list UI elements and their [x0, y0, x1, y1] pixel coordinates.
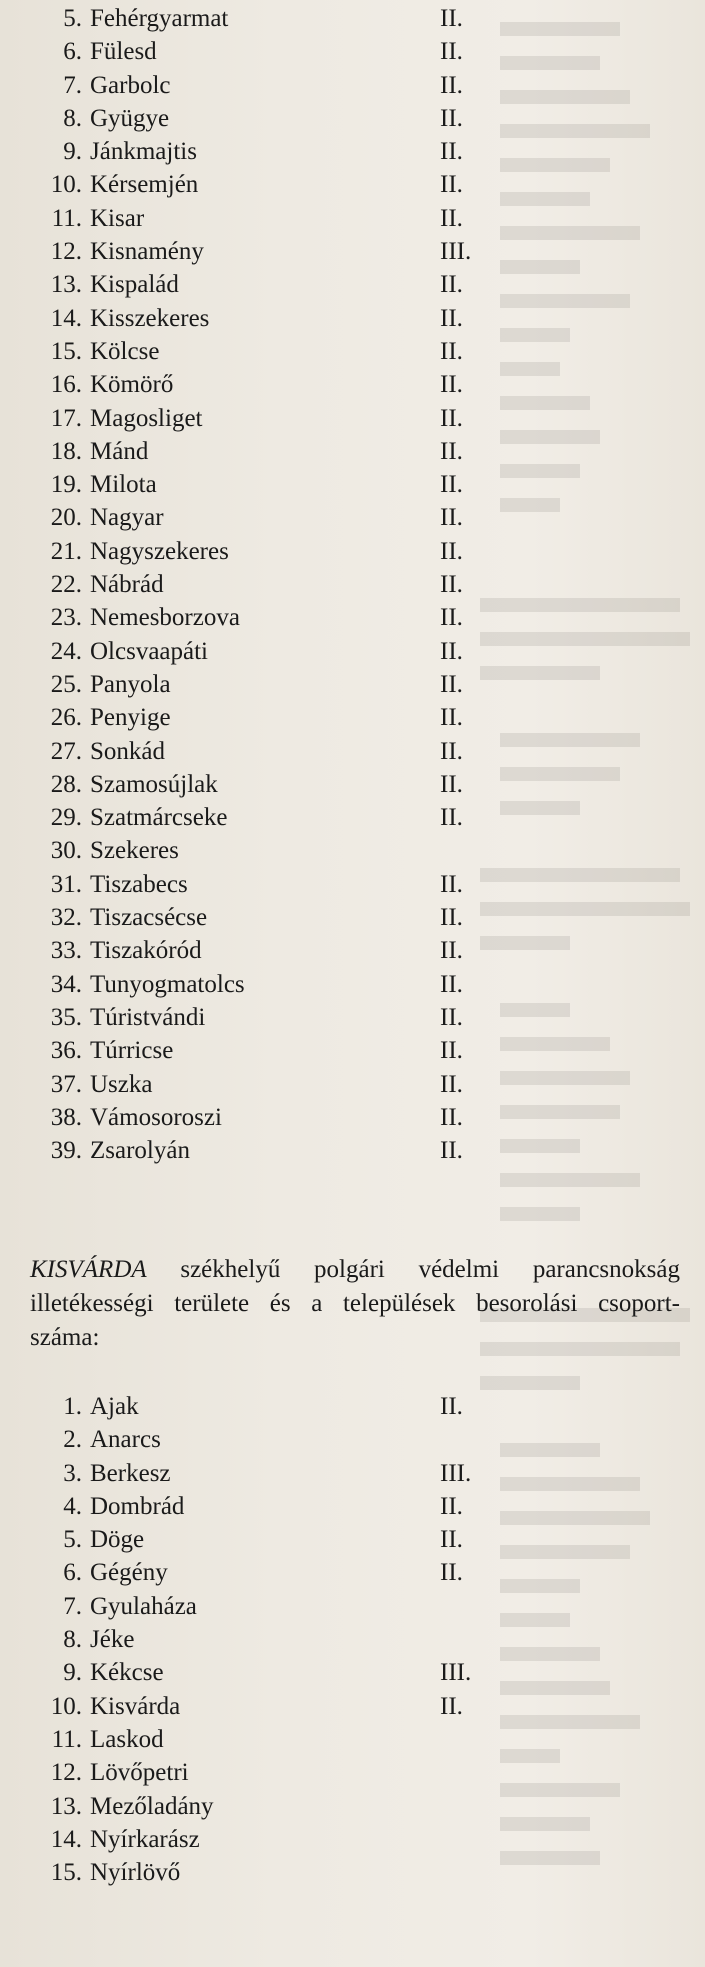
settlement-name: Zsarolyán: [90, 1137, 190, 1165]
group-number: II.: [440, 171, 463, 199]
item-number: 29.: [50, 804, 82, 832]
item-number: 7.: [63, 71, 82, 99]
group-number: II.: [440, 404, 463, 432]
item-number: 1.: [63, 1393, 82, 1420]
item-number: 31.: [50, 870, 82, 898]
group-number: II.: [440, 604, 463, 632]
item-number: 15.: [50, 1859, 82, 1887]
settlement-name: Mezőladány: [90, 1792, 214, 1820]
section-paragraph: [30, 1253, 680, 1355]
group-number: III.: [440, 238, 472, 266]
settlement-name: Kisvárda: [90, 1692, 181, 1720]
group-number: II.: [440, 471, 463, 499]
group-number: II.: [440, 138, 463, 166]
group-number: II.: [440, 537, 463, 565]
settlement-name: Túristvándi: [90, 1003, 206, 1031]
settlement-name: Nyírkarász: [90, 1825, 200, 1853]
settlement-name: Laskod: [90, 1725, 164, 1753]
item-number: 17.: [50, 404, 82, 432]
item-number: 13.: [50, 1792, 82, 1820]
item-number: 28.: [50, 770, 82, 798]
settlement-name: Kispalád: [90, 271, 179, 299]
group-number: II.: [440, 704, 463, 732]
settlement-name: Garbolc: [90, 71, 171, 99]
group-number: II.: [440, 5, 463, 32]
settlement-name: Fülesd: [90, 38, 157, 66]
item-number: 6.: [63, 38, 82, 66]
item-number: 7.: [63, 1592, 82, 1620]
item-number: 5.: [63, 5, 82, 32]
item-number: 36.: [50, 1037, 82, 1065]
group-number: II.: [440, 870, 463, 898]
group-number: II.: [440, 104, 463, 132]
group-number: II.: [440, 1037, 463, 1065]
item-number: 4.: [63, 1492, 82, 1520]
settlement-name: Tiszakóród: [90, 937, 202, 965]
item-number: 10.: [50, 171, 82, 199]
item-number: 3.: [63, 1459, 82, 1487]
group-number: II.: [440, 804, 463, 832]
settlement-name: Kölcse: [90, 337, 160, 365]
group-number: II.: [440, 637, 463, 665]
group-number: II.: [440, 937, 463, 965]
item-number: 11.: [51, 204, 82, 232]
item-number: 14.: [50, 1825, 82, 1853]
settlement-name: Vámosoroszi: [90, 1103, 222, 1131]
item-number: 30.: [50, 837, 82, 865]
group-number: II.: [440, 1070, 463, 1098]
group-number: II.: [440, 371, 463, 399]
settlement-name: Uszka: [90, 1070, 153, 1098]
settlement-name: Tunyogmatolcs: [90, 970, 245, 998]
settlement-name: Berkesz: [90, 1459, 171, 1487]
settlement-name: Szekeres: [90, 837, 179, 865]
settlement-name: Nyírlövő: [90, 1859, 181, 1887]
group-number: II.: [440, 1492, 463, 1520]
group-number: II.: [440, 571, 463, 599]
settlement-name: Sonkád: [90, 737, 165, 765]
group-number: II.: [440, 1526, 463, 1554]
group-number: II.: [440, 1692, 463, 1720]
settlement-name: Kömörő: [90, 371, 174, 399]
item-number: 37.: [50, 1070, 82, 1098]
item-number: 20.: [50, 504, 82, 532]
group-number: II.: [440, 970, 463, 998]
settlement-name: Jánkmajtis: [90, 138, 197, 166]
item-number: 5.: [63, 1526, 82, 1554]
item-number: 38.: [50, 1103, 82, 1131]
group-number: II.: [440, 38, 463, 66]
item-number: 21.: [50, 537, 82, 565]
item-number: 10.: [50, 1692, 82, 1720]
settlement-name: Anarcs: [90, 1426, 161, 1454]
group-number: II.: [440, 504, 463, 532]
settlement-name: Kérsemjén: [90, 171, 199, 199]
group-number: II.: [440, 204, 463, 232]
item-number: 24.: [50, 637, 82, 665]
show-through-texture: [470, 8, 705, 1908]
settlement-name: Milota: [90, 471, 157, 499]
settlement-name: Gyulaháza: [90, 1592, 197, 1620]
group-number: II.: [440, 1137, 463, 1165]
item-number: 16.: [50, 371, 82, 399]
group-number: II.: [440, 271, 463, 299]
group-number: II.: [440, 304, 463, 332]
paragraph-line-2: illetékességi területe és a települések besorolási csoport-: [30, 1290, 680, 1317]
settlement-name: Szamosújlak: [90, 770, 218, 798]
paragraph-line-1-text: székhelyű polgári védelmi parancsnokság: [146, 1256, 680, 1283]
item-number: 14.: [50, 304, 82, 332]
item-number: 27.: [50, 737, 82, 765]
item-number: 6.: [63, 1559, 82, 1587]
settlement-name: Tiszabecs: [90, 870, 188, 898]
settlement-name: Mánd: [90, 437, 149, 465]
group-number: II.: [440, 437, 463, 465]
settlement-name: Túrricse: [90, 1037, 174, 1065]
group-number: II.: [440, 1393, 463, 1420]
item-number: 26.: [50, 704, 82, 732]
settlement-name: Olcsvaapáti: [90, 637, 209, 665]
item-number: 2.: [63, 1426, 82, 1454]
settlement-name: Magosliget: [90, 404, 203, 432]
item-number: 12.: [50, 1759, 82, 1787]
settlement-name: Döge: [90, 1526, 145, 1554]
item-number: 13.: [50, 271, 82, 299]
item-number: 18.: [50, 437, 82, 465]
item-number: 11.: [51, 1725, 82, 1753]
item-number: 22.: [50, 571, 82, 599]
group-number: II.: [440, 1103, 463, 1131]
group-number: II.: [440, 1559, 463, 1587]
settlement-name: Tiszacsécse: [90, 904, 208, 932]
settlement-name: Kisnamény: [90, 238, 204, 266]
settlement-name: Nagyar: [90, 504, 164, 532]
settlement-name: Panyola: [90, 670, 171, 698]
settlement-name: Lövőpetri: [90, 1759, 189, 1787]
group-number: II.: [440, 71, 463, 99]
settlement-name: Kékcse: [90, 1659, 164, 1687]
settlement-name: Nagyszekeres: [90, 537, 229, 565]
item-number: 12.: [50, 238, 82, 266]
group-number: II.: [440, 1003, 463, 1031]
settlement-name: Fehérgyarmat: [90, 5, 229, 32]
item-number: 19.: [50, 471, 82, 499]
item-number: 9.: [63, 138, 82, 166]
paragraph-line-1: [30, 1253, 680, 1287]
item-number: 15.: [50, 337, 82, 365]
settlement-name: Gyügye: [90, 104, 170, 132]
group-number: II.: [440, 737, 463, 765]
group-number: III.: [440, 1659, 472, 1687]
settlement-name: Jéke: [90, 1626, 135, 1654]
item-number: 39.: [50, 1137, 82, 1165]
item-number: 25.: [50, 670, 82, 698]
settlement-name: Szatmárcseke: [90, 804, 228, 832]
settlement-name: Nábrád: [90, 571, 164, 599]
item-number: 35.: [50, 1003, 82, 1031]
settlement-name: Dombrád: [90, 1492, 185, 1520]
item-number: 33.: [50, 937, 82, 965]
item-number: 32.: [50, 904, 82, 932]
group-number: III.: [440, 1459, 472, 1487]
item-number: 34.: [50, 970, 82, 998]
item-number: 23.: [50, 604, 82, 632]
settlement-name: Gégény: [90, 1559, 168, 1587]
group-number: II.: [440, 770, 463, 798]
item-number: 9.: [63, 1659, 82, 1687]
city-name: KISVÁRDA: [30, 1256, 147, 1283]
group-number: II.: [440, 337, 463, 365]
settlement-name: Kisszekeres: [90, 304, 210, 332]
group-number: II.: [440, 670, 463, 698]
paragraph-line-3: száma:: [30, 1324, 100, 1351]
group-number: II.: [440, 904, 463, 932]
settlement-name: Penyige: [90, 704, 171, 732]
settlement-name: Nemesborzova: [90, 604, 240, 632]
settlement-name: Ajak: [90, 1393, 139, 1420]
settlement-name: Kisar: [90, 204, 145, 232]
item-number: 8.: [63, 1626, 82, 1654]
item-number: 8.: [63, 104, 82, 132]
